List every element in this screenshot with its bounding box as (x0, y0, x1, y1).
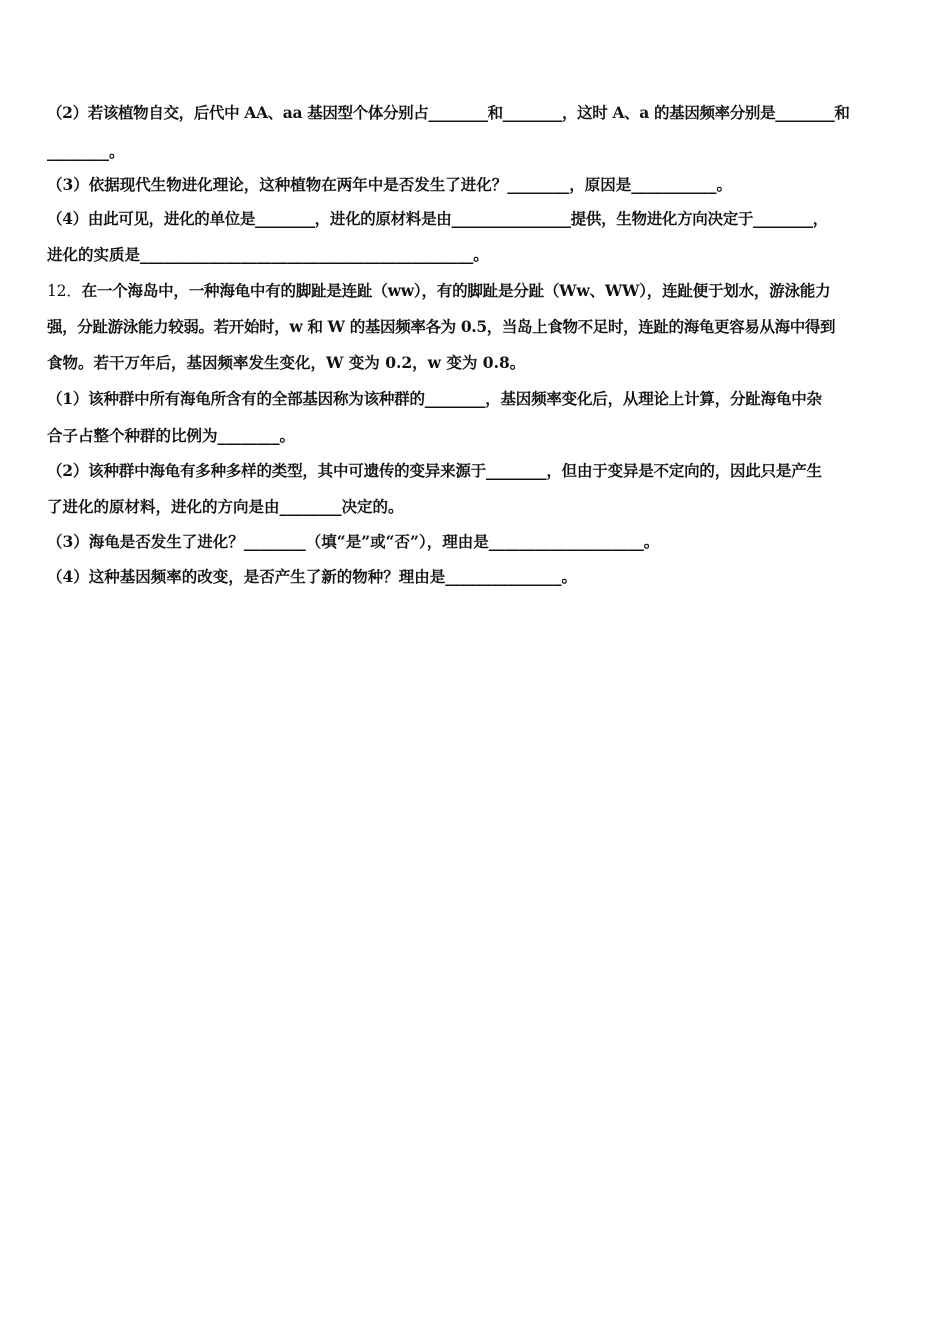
q11-part4-line1: （4）由此可见，进化的单位是________，进化的原材料是由________________提供，生物进化方向决定于________， (47, 209, 828, 228)
q11-part2-line2: ________。 (47, 142, 125, 161)
q12-part3-line: （3）海龟是否发生了进化？________（填“是”或“否”），理由是____________________。 (47, 532, 660, 551)
q11-part4-line2: 进化的实质是___________________________________________。 (47, 245, 489, 264)
q12-part1-line1: （1）该种群中所有海龟所含有的全部基因称为该种群的________，基因频率变化后，从理论上计算，分趾海龟中杂 (47, 389, 822, 408)
question-number: 12． (47, 282, 82, 300)
q12-part2-line2: 了进化的原材料，进化的方向是由________决定的。 (47, 497, 404, 516)
q11-part2-line1: （2）若该植物自交，后代中 AA、aa 基因型个体分别占________和________，这时 A、a 的基因频率分别是________和 (47, 103, 850, 122)
q12-part4-line: （4）这种基因频率的改变，是否产生了新的物种？理由是_______________。 (47, 567, 578, 586)
q12-stem-line2: 强，分趾游泳能力较弱。若开始时，w 和 W 的基因频率各为 0.5，当岛上食物不足时，连趾的海龟更容易从海中得到 (47, 317, 836, 336)
q11-part3-line: （3）依据现代生物进化理论，这种植物在两年中是否发生了进化？________，原因是___________。 (47, 175, 733, 194)
q12-part1-line2: 合子占整个种群的比例为________。 (47, 426, 296, 445)
q12-stem-text: 在一个海岛中，一种海龟中有的脚趾是连趾（ww），有的脚趾是分趾（Ww、WW），连趾便于划水，游泳能力 (81, 281, 831, 300)
q12-stem-line1 (47, 281, 830, 301)
q12-stem-line3: 食物。若干万年后，基因频率发生变化，W 变为 0.2，w 变为 0.8。 (47, 353, 526, 372)
q12-part2-line1: （2）该种群中海龟有多种多样的类型，其中可遗传的变异来源于________，但由于变异是不定向的，因此只是产生 (47, 461, 822, 480)
